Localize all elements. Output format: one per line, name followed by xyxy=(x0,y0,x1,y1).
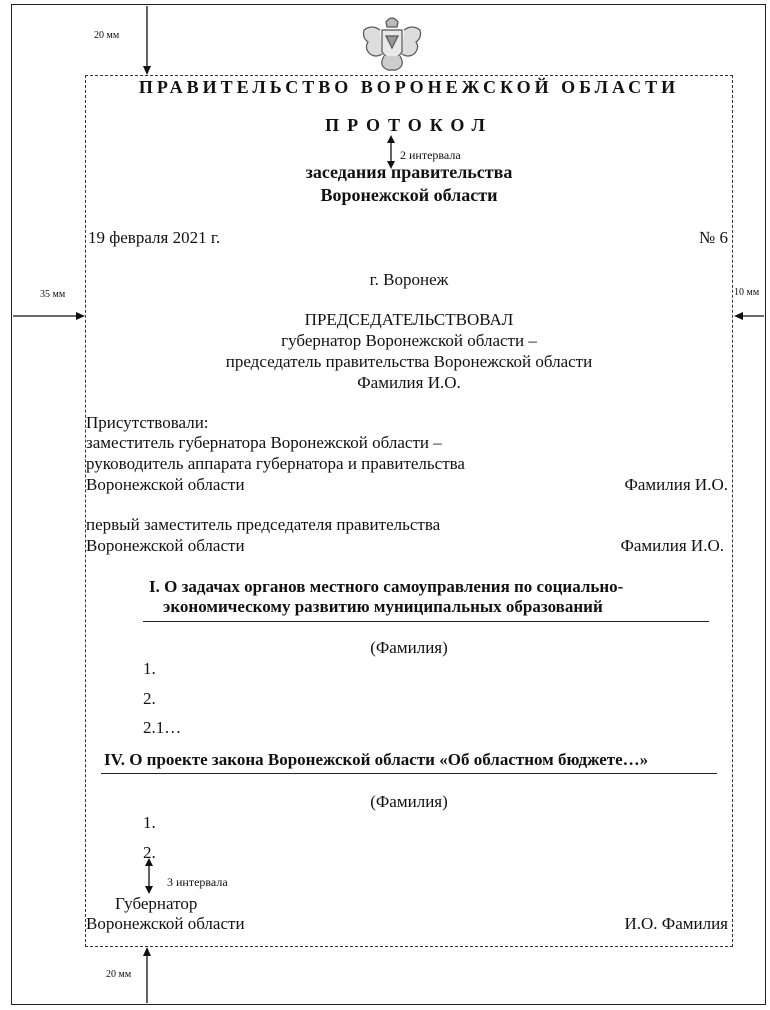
subtitle-line2: Воронежской области xyxy=(320,185,498,205)
section1-title-line1: I. О задачах органов местного самоуправления по социально- xyxy=(149,577,624,596)
section4-item: 2. xyxy=(143,843,156,862)
right-margin-label: 10 мм xyxy=(734,287,760,298)
section4-item: 1. xyxy=(143,813,156,832)
bottom-margin-label: 20 мм xyxy=(106,969,132,980)
coat-of-arms-icon xyxy=(358,14,426,74)
chair-line2: председатель правительства Воронежской области xyxy=(225,352,593,371)
attendee2-line2: Воронежской области xyxy=(86,536,245,555)
attendee2-name: Фамилия И.О. xyxy=(620,536,724,555)
attendee1-line2: руководитель аппарата губернатора и правительства xyxy=(86,454,465,473)
attendee2-line1: первый заместитель председателя правительства xyxy=(86,515,441,534)
top-margin-label: 20 мм xyxy=(94,30,120,41)
section1-item: 1. xyxy=(143,659,156,678)
section1-underline xyxy=(143,621,709,622)
doc-type-title: ПРОТОКОЛ xyxy=(325,115,493,135)
signature-name: И.О. Фамилия xyxy=(624,914,728,933)
left-margin-label: 35 мм xyxy=(40,289,66,300)
attendee1-name: Фамилия И.О. xyxy=(624,475,728,494)
attendee1-line3: Воронежской области xyxy=(86,475,245,494)
chair-heading: ПРЕДСЕДАТЕЛЬСТВОВАЛ xyxy=(304,310,514,329)
chair-line1: губернатор Воронежской области – xyxy=(281,331,537,350)
attendees-heading: Присутствовали: xyxy=(86,413,209,432)
section1-speaker: (Фамилия) xyxy=(370,638,448,657)
section4-speaker: (Фамилия) xyxy=(370,792,448,811)
section1-title-line2: экономическому развитию муниципальных образований xyxy=(163,597,603,616)
section1-item: 2. xyxy=(143,689,156,708)
signature-position-line2: Воронежской области xyxy=(86,914,245,933)
signature-position-line1: Губернатор xyxy=(115,894,198,913)
meeting-date: 19 февраля 2021 г. xyxy=(88,228,221,247)
chair-name: Фамилия И.О. xyxy=(357,373,461,392)
section4-title: IV. О проекте закона Воронежской области «Об областном бюджете…» xyxy=(104,750,649,769)
subtitle-line1: заседания правительства xyxy=(305,162,513,182)
section4-underline xyxy=(101,773,717,774)
meeting-place: г. Воронеж xyxy=(369,270,449,289)
org-name: ПРАВИТЕЛЬСТВО ВОРОНЕЖСКОЙ ОБЛАСТИ xyxy=(138,77,680,97)
interval-3-label: 3 интервала xyxy=(167,875,228,889)
attendee1-line1: заместитель губернатора Воронежской области – xyxy=(86,433,442,452)
section1-item: 2.1… xyxy=(143,718,182,737)
protocol-number: № 6 xyxy=(699,228,728,247)
interval-2-label: 2 интервала xyxy=(400,148,461,162)
